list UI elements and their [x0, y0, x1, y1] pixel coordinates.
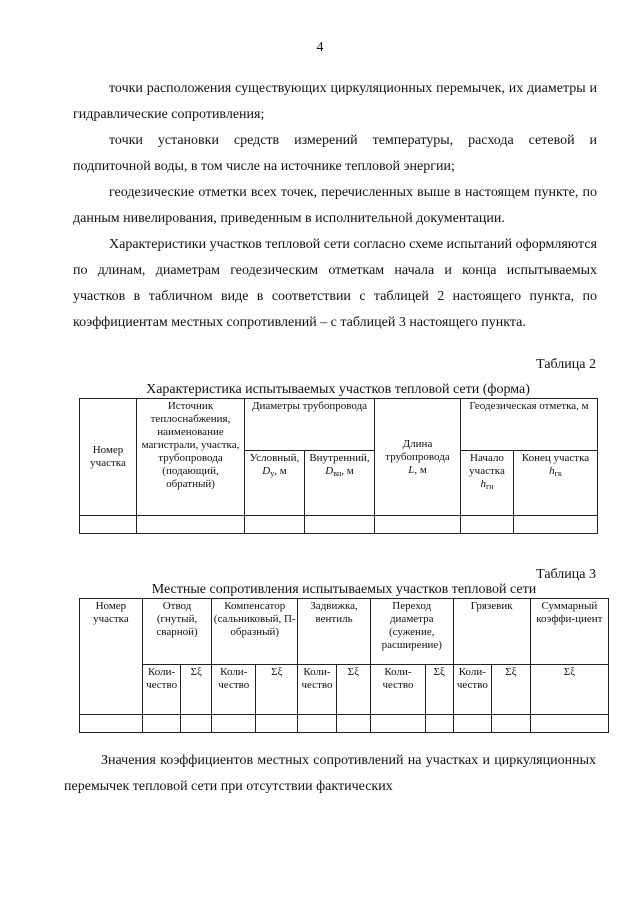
table3-header-valve: Задвижка, вентиль — [298, 599, 371, 665]
table3-sum-xi: Σξ — [181, 665, 212, 715]
table3-qty: Коли-чество — [212, 665, 256, 715]
table3-header-mud-trap: Грязевик — [453, 599, 530, 665]
table-cell — [80, 715, 143, 733]
table3-qty: Коли-чество — [142, 665, 181, 715]
table-cell — [336, 715, 370, 733]
table-cell — [453, 715, 492, 733]
table2-header-nominal: Условный, $D_у$, м — [245, 451, 305, 516]
table-row — [80, 715, 609, 733]
table-cell — [137, 516, 245, 534]
table2-header-diameters: Диаметры трубопровода — [245, 399, 375, 451]
table3-sum-xi: Σξ — [256, 665, 298, 715]
table-cell — [514, 516, 598, 534]
table3-qty: Коли-чество — [370, 665, 425, 715]
table-cell — [461, 516, 514, 534]
table2-header-length: Длина трубопровода L, м — [375, 399, 461, 516]
table2-header-geo: Геодезическая отметка, м — [461, 399, 598, 451]
table2 — [79, 398, 598, 534]
paragraph-2: точки установки средств измерений температуры, расхода сетевой и подпиточной воды, в том числе на источнике тепловой энергии; — [73, 133, 597, 174]
table2-header-number: Номер участка — [80, 399, 137, 516]
table-cell — [245, 516, 305, 534]
table3 — [79, 598, 609, 733]
table3-qty: Коли-чество — [298, 665, 337, 715]
table3-header-number: Номер участка — [80, 599, 143, 715]
table3-sum-xi: Σξ — [336, 665, 370, 715]
table3-header-transition: Переход диаметра (сужение, расширение) — [370, 599, 453, 665]
paragraph-1: точки расположения существующих циркуляционных перемычек, их диаметры и гидравлические сопротивления; — [73, 81, 597, 122]
table3-label: Таблица 3 — [536, 567, 596, 582]
table-cell — [298, 715, 337, 733]
table3-sum-xi: Σξ — [426, 665, 454, 715]
table3-sum-xi-total: Σξ — [530, 665, 608, 715]
table-row — [80, 516, 598, 534]
table3-header-compensator: Компенсатор (сальниковый, П-образный) — [212, 599, 298, 665]
table2-header-inner: Внутренний, $D_{вн}$, м — [305, 451, 375, 516]
table-cell — [305, 516, 375, 534]
table3-sum-xi: Σξ — [492, 665, 531, 715]
table-cell — [142, 715, 181, 733]
paragraph-3: геодезические отметки всех точек, перечисленных выше в настоящем пункте, по данным нивелирования, приведенным в исполнительной документации. — [73, 185, 597, 226]
page-number: 4 — [316, 40, 324, 55]
table-cell — [181, 715, 212, 733]
table-cell — [530, 715, 608, 733]
table2-title: Характеристика испытываемых участков тепловой сети (форма) — [146, 382, 530, 397]
table2-header-end: Конец участка $h_{гк}$ — [514, 451, 598, 516]
table-cell — [426, 715, 454, 733]
table-cell — [80, 516, 137, 534]
table-cell — [375, 516, 461, 534]
table3-header-total: Суммарный коэффи-циент — [530, 599, 608, 665]
table3-header-bend: Отвод (гнутый, сварной) — [142, 599, 211, 665]
table-cell — [492, 715, 531, 733]
table2-header-start: Начало участка $h_{гн}$ — [461, 451, 514, 516]
closing-paragraph: Значения коэффициентов местных сопротивлений на участках и циркуляционных перемычек тепловой сети при отсутствии фактических — [64, 753, 596, 794]
table2-label: Таблица 2 — [536, 357, 596, 372]
table-cell — [212, 715, 256, 733]
table3-qty: Коли-чество — [453, 665, 492, 715]
table2-header-source: Источник теплоснабжения, наименование магистрали, участка, трубопровода (подающий, обратный) — [137, 399, 245, 516]
table3-title: Местные сопротивления испытываемых участков тепловой сети — [151, 582, 537, 597]
table-cell — [256, 715, 298, 733]
paragraph-4: Характеристики участков тепловой сети согласно схеме испытаний оформляются по длинам, диаметрам геодезическим отметкам начала и конца испытываемых участков в табличном виде в соответствии с таблицей 2 настоящего пункта, по коэффициентам местных сопротивлений – с таблицей 3 настоящего пункта. — [73, 237, 597, 330]
table-cell — [370, 715, 425, 733]
